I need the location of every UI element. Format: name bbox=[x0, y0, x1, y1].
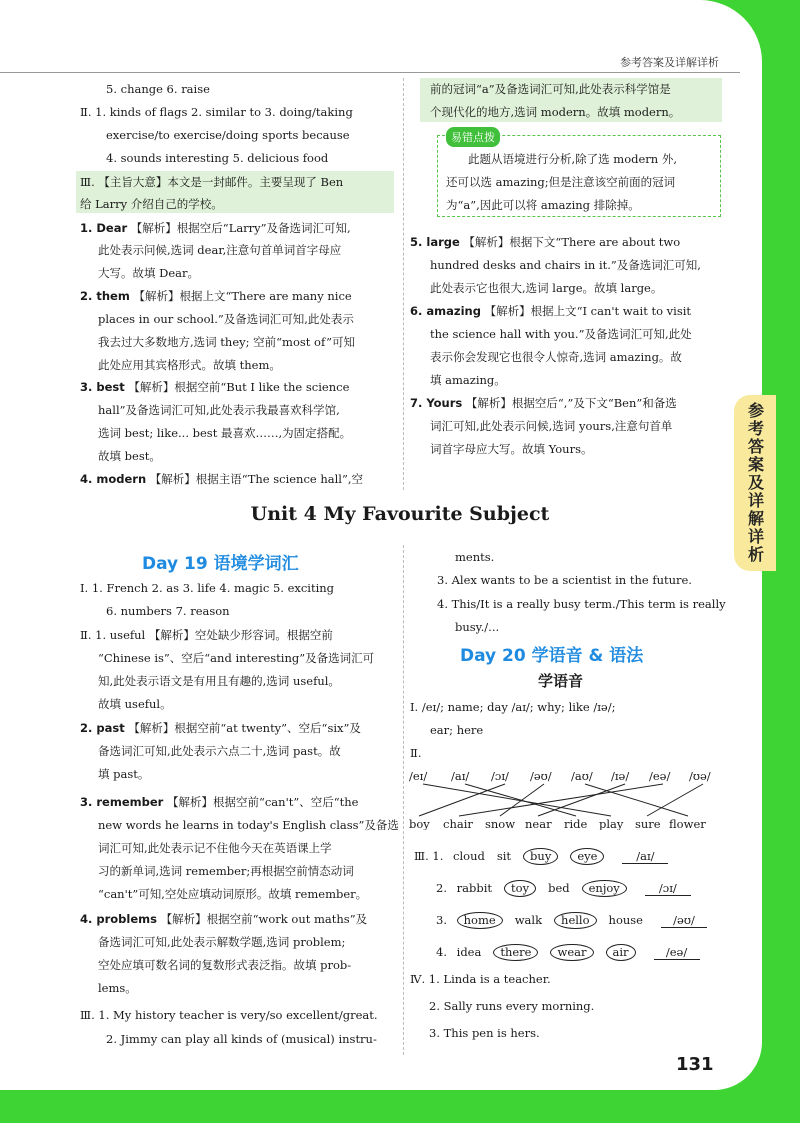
answer-line: “Chinese is”、空后“and interesting”及备选词汇可 bbox=[98, 651, 375, 665]
header-rule bbox=[0, 72, 740, 73]
answer-line: 填 past。 bbox=[98, 767, 150, 781]
answer-line: 此处应用其宾格形式。故填 them。 bbox=[98, 358, 281, 372]
side-tab bbox=[734, 395, 776, 571]
answer-line: Ⅰ. 1. French 2. as 3. life 4. magic 5. exciting bbox=[80, 581, 335, 595]
answer-keyword: 1. Dear bbox=[80, 221, 128, 235]
answer-keyword: 6. amazing bbox=[410, 304, 481, 318]
word-label: boy bbox=[409, 817, 430, 830]
answer-line: 3. Alex wants to be a scientist in the future. bbox=[437, 573, 692, 587]
circled-word: eye bbox=[570, 848, 604, 865]
word: bed bbox=[548, 881, 570, 895]
phon-III-row bbox=[436, 880, 691, 897]
word-label: ride bbox=[564, 817, 588, 830]
column-divider-top bbox=[403, 78, 404, 490]
answer-keyword: 3. best bbox=[80, 380, 125, 394]
word: rabbit bbox=[456, 881, 493, 895]
answer-line: 备选词汇可知,此处表示六点二十,选词 past。故 bbox=[98, 744, 341, 758]
answer-line: new words he learns in today's English class”及备选 bbox=[98, 818, 399, 832]
answer-line: Ⅱ. 1. kinds of flags 2. similar to 3. doing/taking bbox=[80, 105, 353, 119]
linking-sentence: 3. This pen is hers. bbox=[429, 1026, 540, 1040]
word-label: play bbox=[599, 817, 624, 830]
sound-label: /eə/ bbox=[649, 770, 671, 783]
row-number: 2. bbox=[436, 881, 451, 895]
sound-label: /ɔɪ/ bbox=[491, 770, 509, 783]
sound-label: /əʊ/ bbox=[530, 770, 552, 783]
answer-keyword: 4. modern bbox=[80, 472, 147, 486]
answer-line: 5. change 6. raise bbox=[106, 82, 210, 96]
day20-title: Day 20 学语音 & 语法 bbox=[460, 646, 644, 666]
column-divider-bottom bbox=[403, 545, 404, 1055]
answer-line: 7. Yours 【解析】根据空后“,”及下文“Ben”和备选 bbox=[410, 396, 677, 410]
answer-line: 大写。故填 Dear。 bbox=[98, 266, 200, 280]
answer-line: 2. past 【解析】根据空前“at twenty”、空后“six”及 bbox=[80, 721, 361, 735]
word: sit bbox=[496, 849, 512, 863]
row-number: Ⅲ. 1. bbox=[414, 849, 448, 863]
answer-line: 3. remember 【解析】根据空前“can't”、空后“the bbox=[80, 795, 359, 809]
phon-III-row bbox=[414, 848, 668, 865]
row-number: 4. bbox=[436, 945, 451, 959]
answer-line: 词汇可知,此处表示记不住他今天在英语课上学 bbox=[98, 841, 332, 855]
phon-III-row bbox=[436, 912, 707, 929]
answer-keyword: 5. large bbox=[410, 235, 460, 249]
word: house bbox=[608, 913, 643, 927]
answer-keyword: 2. them bbox=[80, 289, 130, 303]
answer-line: 2. Jimmy can play all kinds of (musical) instru- bbox=[106, 1032, 377, 1046]
answer-line: Ⅲ. 1. My history teacher is very/so excellent/great. bbox=[80, 1008, 378, 1022]
answer-line: 我去过大多数地方,选词 they; 空前“most of”可知 bbox=[98, 335, 355, 349]
side-tab-label: 参考答案及详解详析 bbox=[745, 402, 765, 564]
answer-blank: /aɪ/ bbox=[622, 849, 668, 864]
phon-II-label: Ⅱ. bbox=[410, 746, 422, 760]
circled-word: air bbox=[606, 944, 636, 961]
circled-word: there bbox=[493, 944, 538, 961]
answer-line: hundred desks and chairs in it.”及备选词汇可知, bbox=[430, 258, 701, 272]
sound-label: /aʊ/ bbox=[571, 770, 593, 783]
answer-line: 知,此处表示语文是有用且有趣的,选词 useful。 bbox=[98, 674, 340, 688]
answer-line: lems。 bbox=[98, 981, 137, 995]
phon-I-line1: Ⅰ. /eɪ/; name; day /aɪ/; why; like /ɪə/; bbox=[410, 700, 616, 714]
match-line bbox=[500, 784, 544, 816]
circled-word: enjoy bbox=[582, 880, 627, 897]
answer-line: 此处表示问候,选词 dear,注意句首单词首字母应 bbox=[98, 243, 342, 257]
answer-line: 还可以选 amazing;但是注意该空前面的冠词 bbox=[446, 175, 676, 189]
answer-keyword: 3. remember bbox=[80, 795, 164, 809]
answer-line: 填 amazing。 bbox=[430, 373, 506, 387]
answer-blank: /eə/ bbox=[654, 945, 700, 960]
answer-line: Ⅲ. 【主旨大意】本文是一封邮件。主要呈现了 Ben bbox=[80, 175, 344, 189]
answer-line: 故填 useful。 bbox=[98, 697, 172, 711]
answer-line: “can't”可知,空处应填动词原形。故填 remember。 bbox=[98, 887, 368, 901]
header-title: 参考答案及详解详析 bbox=[620, 56, 719, 69]
unit-title: Unit 4 My Favourite Subject bbox=[250, 503, 550, 525]
answer-line: 前的冠词“a”及备选词汇可知,此处表示科学馆是 bbox=[430, 82, 671, 96]
answer-line: 4. problems 【解析】根据空前“work out maths”及 bbox=[80, 912, 368, 926]
answer-line: 给 Larry 介绍自己的学校。 bbox=[80, 197, 223, 211]
answer-line: busy./... bbox=[455, 620, 500, 634]
sound-label: /ɪə/ bbox=[611, 770, 630, 783]
word-label: flower bbox=[669, 817, 706, 830]
answer-line: 3. best 【解析】根据空前“But I like the science bbox=[80, 380, 350, 394]
word-label: chair bbox=[443, 817, 473, 830]
answer-blank: /ɔɪ/ bbox=[645, 881, 691, 896]
answer-line: the science hall with you.”及备选词汇可知,此处 bbox=[430, 327, 692, 341]
word: idea bbox=[456, 945, 482, 959]
answer-line: 此处表示它也很大,选词 large。故填 large。 bbox=[430, 281, 663, 295]
sound-label: /ʊə/ bbox=[689, 770, 711, 783]
answer-line: 4. modern 【解析】根据主语“The science hall”,空 bbox=[80, 472, 364, 486]
answer-line: 2. them 【解析】根据上文“There are many nice bbox=[80, 289, 352, 303]
match-line bbox=[585, 784, 688, 816]
answer-line: 6. amazing 【解析】根据上文“I can't wait to visit bbox=[410, 304, 692, 318]
circled-word: toy bbox=[504, 880, 536, 897]
answer-line: 空处应填可数名词的复数形式表泛指。故填 prob- bbox=[98, 958, 352, 972]
tip-label: 易错点拨 bbox=[446, 127, 500, 147]
answer-line: 5. large 【解析】根据下文“There are about two bbox=[410, 235, 681, 249]
row-number: 3. bbox=[436, 913, 451, 927]
answer-line: 故填 best。 bbox=[98, 449, 161, 463]
answer-line: 词首字母应大写。故填 Yours。 bbox=[430, 442, 593, 456]
answer-line: 词汇可知,此处表示问候,选词 yours,注意句首单 bbox=[430, 419, 673, 433]
answer-line: 此题从语境进行分析,除了选 modern 外, bbox=[468, 152, 678, 166]
word-label: near bbox=[525, 817, 552, 830]
word: walk bbox=[514, 913, 543, 927]
matching-diagram bbox=[405, 770, 735, 830]
answer-line: 个现代化的地方,选词 modern。故填 modern。 bbox=[430, 105, 681, 119]
circled-word: wear bbox=[550, 944, 593, 961]
answer-line: 4. sounds interesting 5. delicious food bbox=[106, 151, 329, 165]
sound-label: /aɪ/ bbox=[451, 770, 470, 783]
answer-keyword: 2. past bbox=[80, 721, 125, 735]
phonetics-subtitle: 学语音 bbox=[538, 672, 584, 690]
answer-line: 表示你会发现它也很令人惊奇,选词 amazing。故 bbox=[430, 350, 682, 364]
answer-line: 为“a”,因此可以将 amazing 排除掉。 bbox=[446, 198, 640, 212]
answer-line: exercise/to exercise/doing sports because bbox=[106, 128, 350, 142]
answer-line: 1. Dear 【解析】根据空后“Larry”及备选词汇可知, bbox=[80, 221, 351, 235]
answer-line: hall”及备选词汇可知,此处表示我最喜欢科学馆, bbox=[98, 403, 340, 417]
match-line bbox=[647, 784, 703, 816]
sound-label: /eɪ/ bbox=[409, 770, 428, 783]
answer-line: places in our school.”及备选词汇可知,此处表示 bbox=[98, 312, 354, 326]
answer-keyword: 4. problems bbox=[80, 912, 157, 926]
page-number: 131 bbox=[676, 1054, 714, 1075]
answer-blank: /əʊ/ bbox=[661, 913, 707, 928]
answer-line: 6. numbers 7. reason bbox=[106, 604, 230, 618]
answer-line: 选词 best; like... best 最喜欢……,为固定搭配。 bbox=[98, 426, 352, 440]
answer-line: 习的新单词,选词 remember;再根据空前情态动词 bbox=[98, 864, 354, 878]
phon-I-line2: ear; here bbox=[430, 723, 484, 737]
day19-title: Day 19 语境学词汇 bbox=[142, 554, 299, 574]
linking-sentence: Ⅳ. 1. Linda is a teacher. bbox=[410, 972, 551, 986]
phon-III-row bbox=[436, 944, 700, 961]
tip-box bbox=[437, 135, 721, 217]
word: cloud bbox=[453, 849, 485, 863]
circled-word: hello bbox=[554, 912, 597, 929]
answer-line: 备选词汇可知,此处表示解数学题,选词 problem; bbox=[98, 935, 346, 949]
answer-line: ments. bbox=[455, 550, 495, 564]
word-label: snow bbox=[485, 817, 516, 830]
answer-line: Ⅱ. 1. useful 【解析】空处缺少形容词。根据空前 bbox=[80, 628, 333, 642]
answer-keyword: 7. Yours bbox=[410, 396, 463, 410]
circled-word: buy bbox=[523, 848, 558, 865]
linking-sentence: 2. Sally runs every morning. bbox=[429, 999, 595, 1013]
word-label: sure bbox=[635, 817, 661, 830]
circled-word: home bbox=[457, 912, 503, 929]
answer-line: 4. This/It is a really busy term./This term is really bbox=[437, 597, 726, 611]
